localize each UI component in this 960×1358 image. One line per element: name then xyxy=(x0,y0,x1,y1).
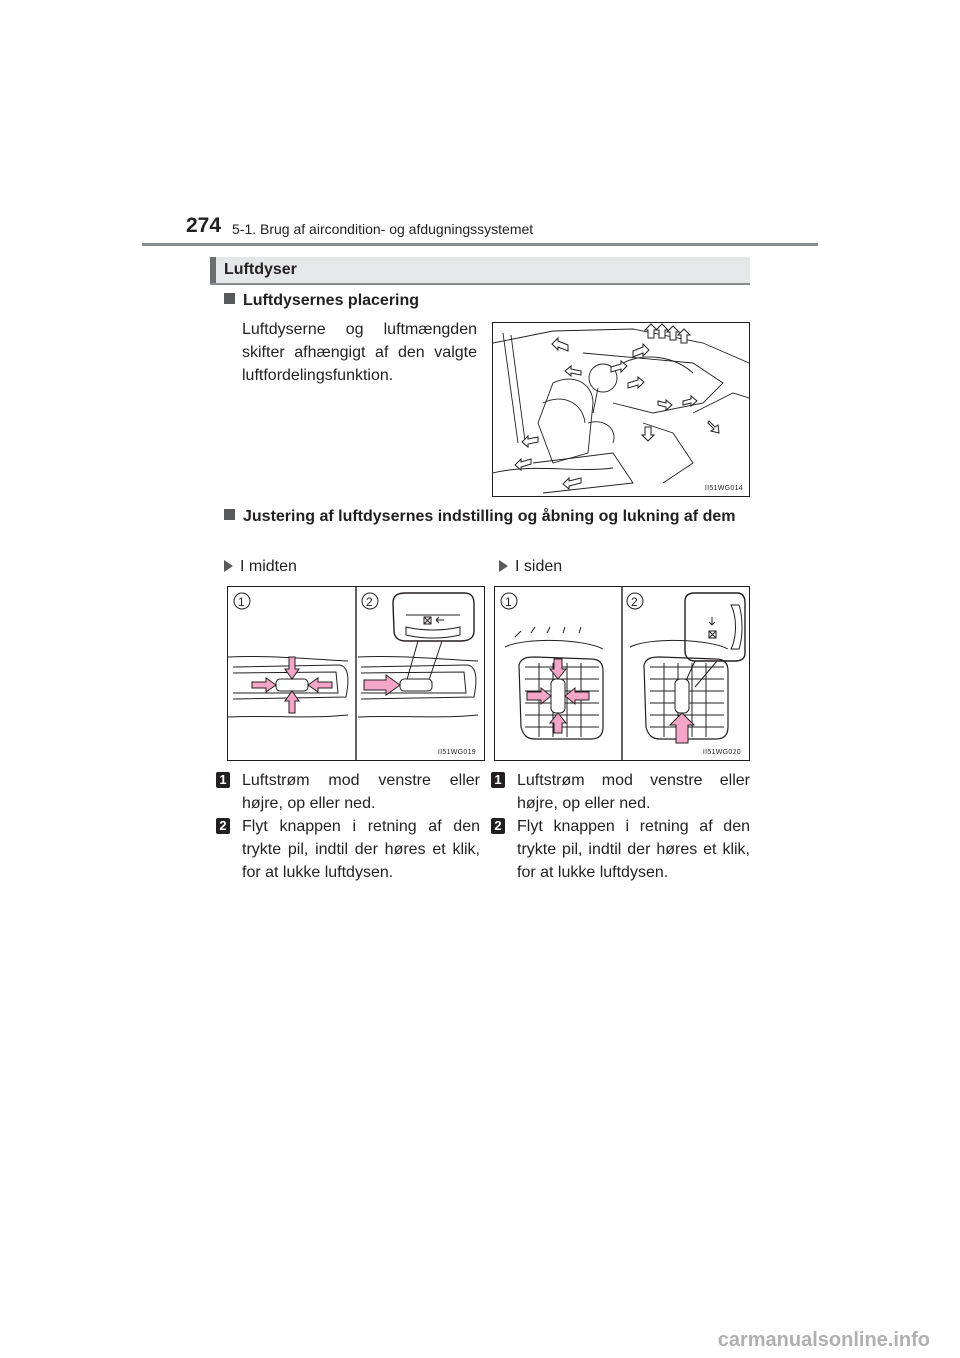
side-label xyxy=(499,555,562,578)
figure-code: II51WG019 xyxy=(437,749,476,756)
car-interior-illustration xyxy=(493,323,749,496)
placement-heading xyxy=(224,292,419,310)
adjustment-heading-text: Justering af luftdysernes indstilling og åbning og lukning af dem xyxy=(243,508,736,525)
center-label-text: I midten xyxy=(240,558,297,575)
callout-2: 2 xyxy=(631,595,638,609)
side-item-2-text: Flyt knappen i retning af den trykte pil, indtil der høres et klik, for at lukke luftdysen. xyxy=(517,818,750,881)
center-vent-figure xyxy=(227,586,485,761)
side-item-1-text: Luftstrøm mod venstre eller højre, op eller ned. xyxy=(517,772,750,812)
figure-code: II51WG020 xyxy=(702,749,741,756)
triangle-bullet-icon xyxy=(224,560,233,572)
center-item-1-text: Luftstrøm mod venstre eller højre, op eller ned. xyxy=(242,772,480,812)
side-vent-illustration xyxy=(495,587,749,760)
number-badge: 2 xyxy=(216,818,230,834)
square-bullet-icon xyxy=(224,293,235,304)
side-item-2 xyxy=(491,815,750,884)
square-bullet-icon xyxy=(224,509,235,520)
center-label xyxy=(224,555,297,578)
side-label-text: I siden xyxy=(515,558,563,575)
callout-1: 1 xyxy=(238,595,245,609)
triangle-bullet-icon xyxy=(499,560,508,572)
placement-text: Luftdyserne og luftmængden skifter afhængigt af den valgte luftfordelingsfunktion. xyxy=(242,321,477,384)
watermark: carmanualsonline.info xyxy=(717,1329,930,1351)
chapter-title: 5-1. Brug af aircondition- og afdugningssystemet xyxy=(232,221,534,237)
adjustment-heading xyxy=(224,505,750,528)
placement-heading-text: Luftdysernes placering xyxy=(243,292,420,309)
page-number: 274 xyxy=(186,214,222,237)
side-vent-figure xyxy=(494,586,750,761)
callout-2: 2 xyxy=(366,595,373,609)
center-item-2-text: Flyt knappen i retning af den trykte pil, indtil der høres et klik, for at lukke luftdysen. xyxy=(242,818,480,881)
vent-locations-figure xyxy=(492,322,750,497)
center-item-1 xyxy=(216,769,480,815)
center-item-2 xyxy=(216,815,480,884)
section-accent xyxy=(210,257,216,283)
section-title: Luftdyser xyxy=(224,261,297,278)
center-vent-illustration xyxy=(228,587,484,760)
side-item-1 xyxy=(491,769,750,815)
section-title-bar xyxy=(210,257,750,285)
figure-code: II51WG014 xyxy=(704,485,743,492)
callout-1: 1 xyxy=(505,595,512,609)
number-badge: 2 xyxy=(491,818,505,834)
header-rule xyxy=(142,243,818,246)
number-badge: 1 xyxy=(491,772,505,788)
number-badge: 1 xyxy=(216,772,230,788)
